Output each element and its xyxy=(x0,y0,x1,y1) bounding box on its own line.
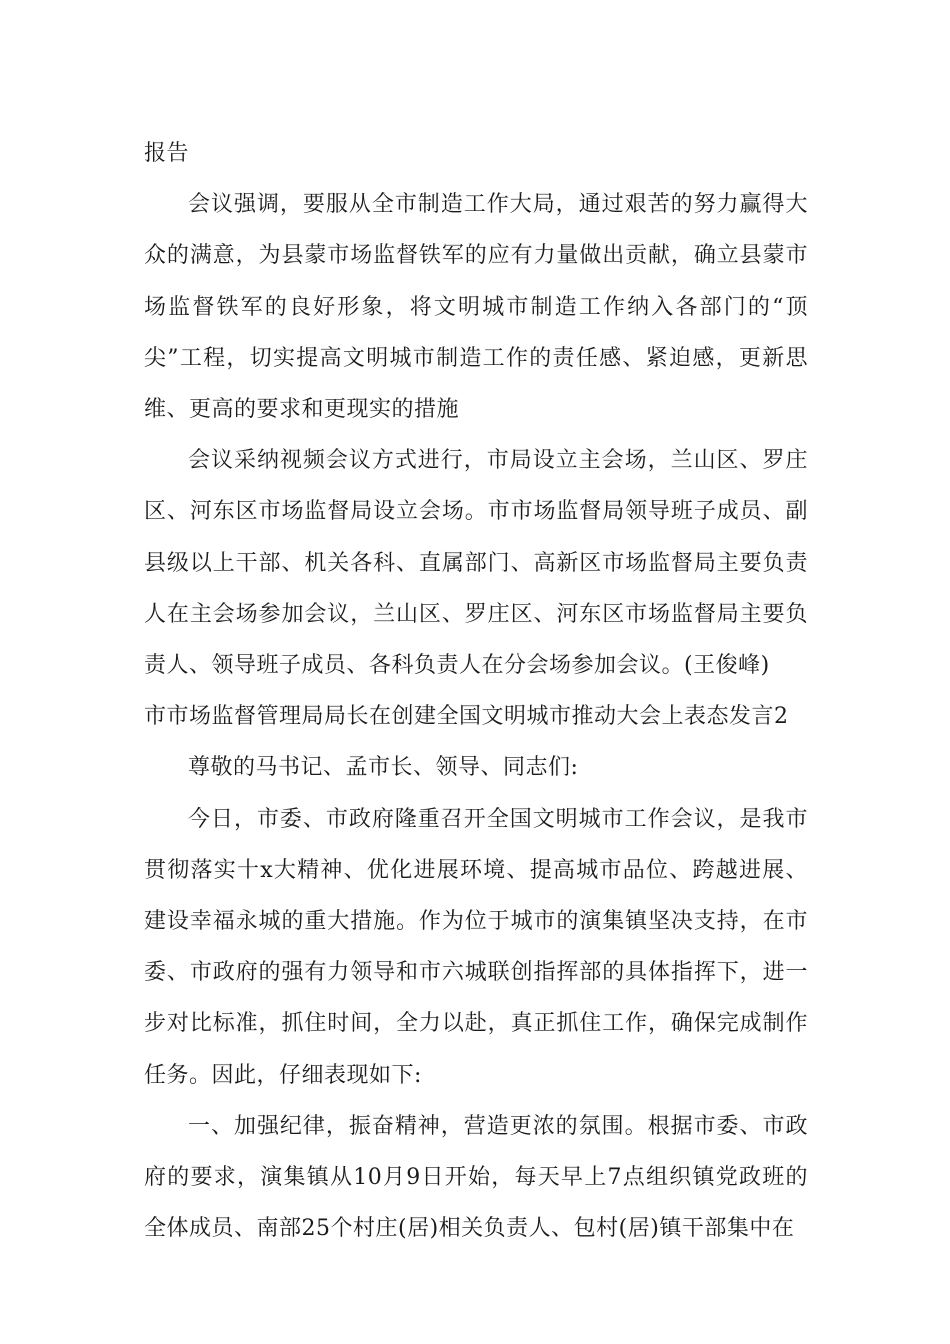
paragraph: 今日，市委、市政府隆重召开全国文明城市工作会议，是我市贯彻落实十x大精神、优化进展环境、提高城市品位、跨越进展、建设幸福永城的重大措施。作为位于城市的演集镇坚决支持，在市委、市政府的强有力领导和市六城联创指挥部的具体指挥下，进一步对比标准，抓住时间，全力以赴，真正抓住工作，确保完成制作任务。因此，仔细表现如下: xyxy=(144,806,808,1088)
salutation: 尊敬的马书记、孟市长、领导、同志们: xyxy=(188,755,579,781)
section-heading: 市市场监督管理局局长在创建全国文明城市推动大会上表态发言2 xyxy=(144,704,789,730)
paragraph: 会议采纳视频会议方式进行，市局设立主会场，兰山区、罗庄区、河东区市场监督局设立会场。市市场监督局领导班子成员、副县级以上干部、机关各科、直属部门、高新区市场监督局主要负责人在主会场参加会议，兰山区、罗庄区、河东区市场监督局主要负责人、领导班子成员、各科负责人在分会场参加会议。(王俊峰) xyxy=(144,448,808,679)
paragraph-fragment: 报告 xyxy=(144,141,190,166)
document-body xyxy=(144,128,808,1254)
paragraph: 一、加强纪律，振奋精神，营造更浓的氛围。根据市委、市政府的要求，演集镇从10月9日开始，每天早上7点组织镇党政班的全体成员、南部25个村庄(居)相关负责人、包村(居)镇干部集中在 xyxy=(144,1113,808,1242)
paragraph: 会议强调，要服从全市制造工作大局，通过艰苦的努力赢得大众的满意，为县蒙市场监督铁军的应有力量做出贡献，确立县蒙市场监督铁军的良好形象，将文明城市制造工作纳入各部门的“顶尖”工程，切实提高文明城市制造工作的责任感、紧迫感，更新思维、更高的要求和更现实的措施 xyxy=(144,192,808,423)
